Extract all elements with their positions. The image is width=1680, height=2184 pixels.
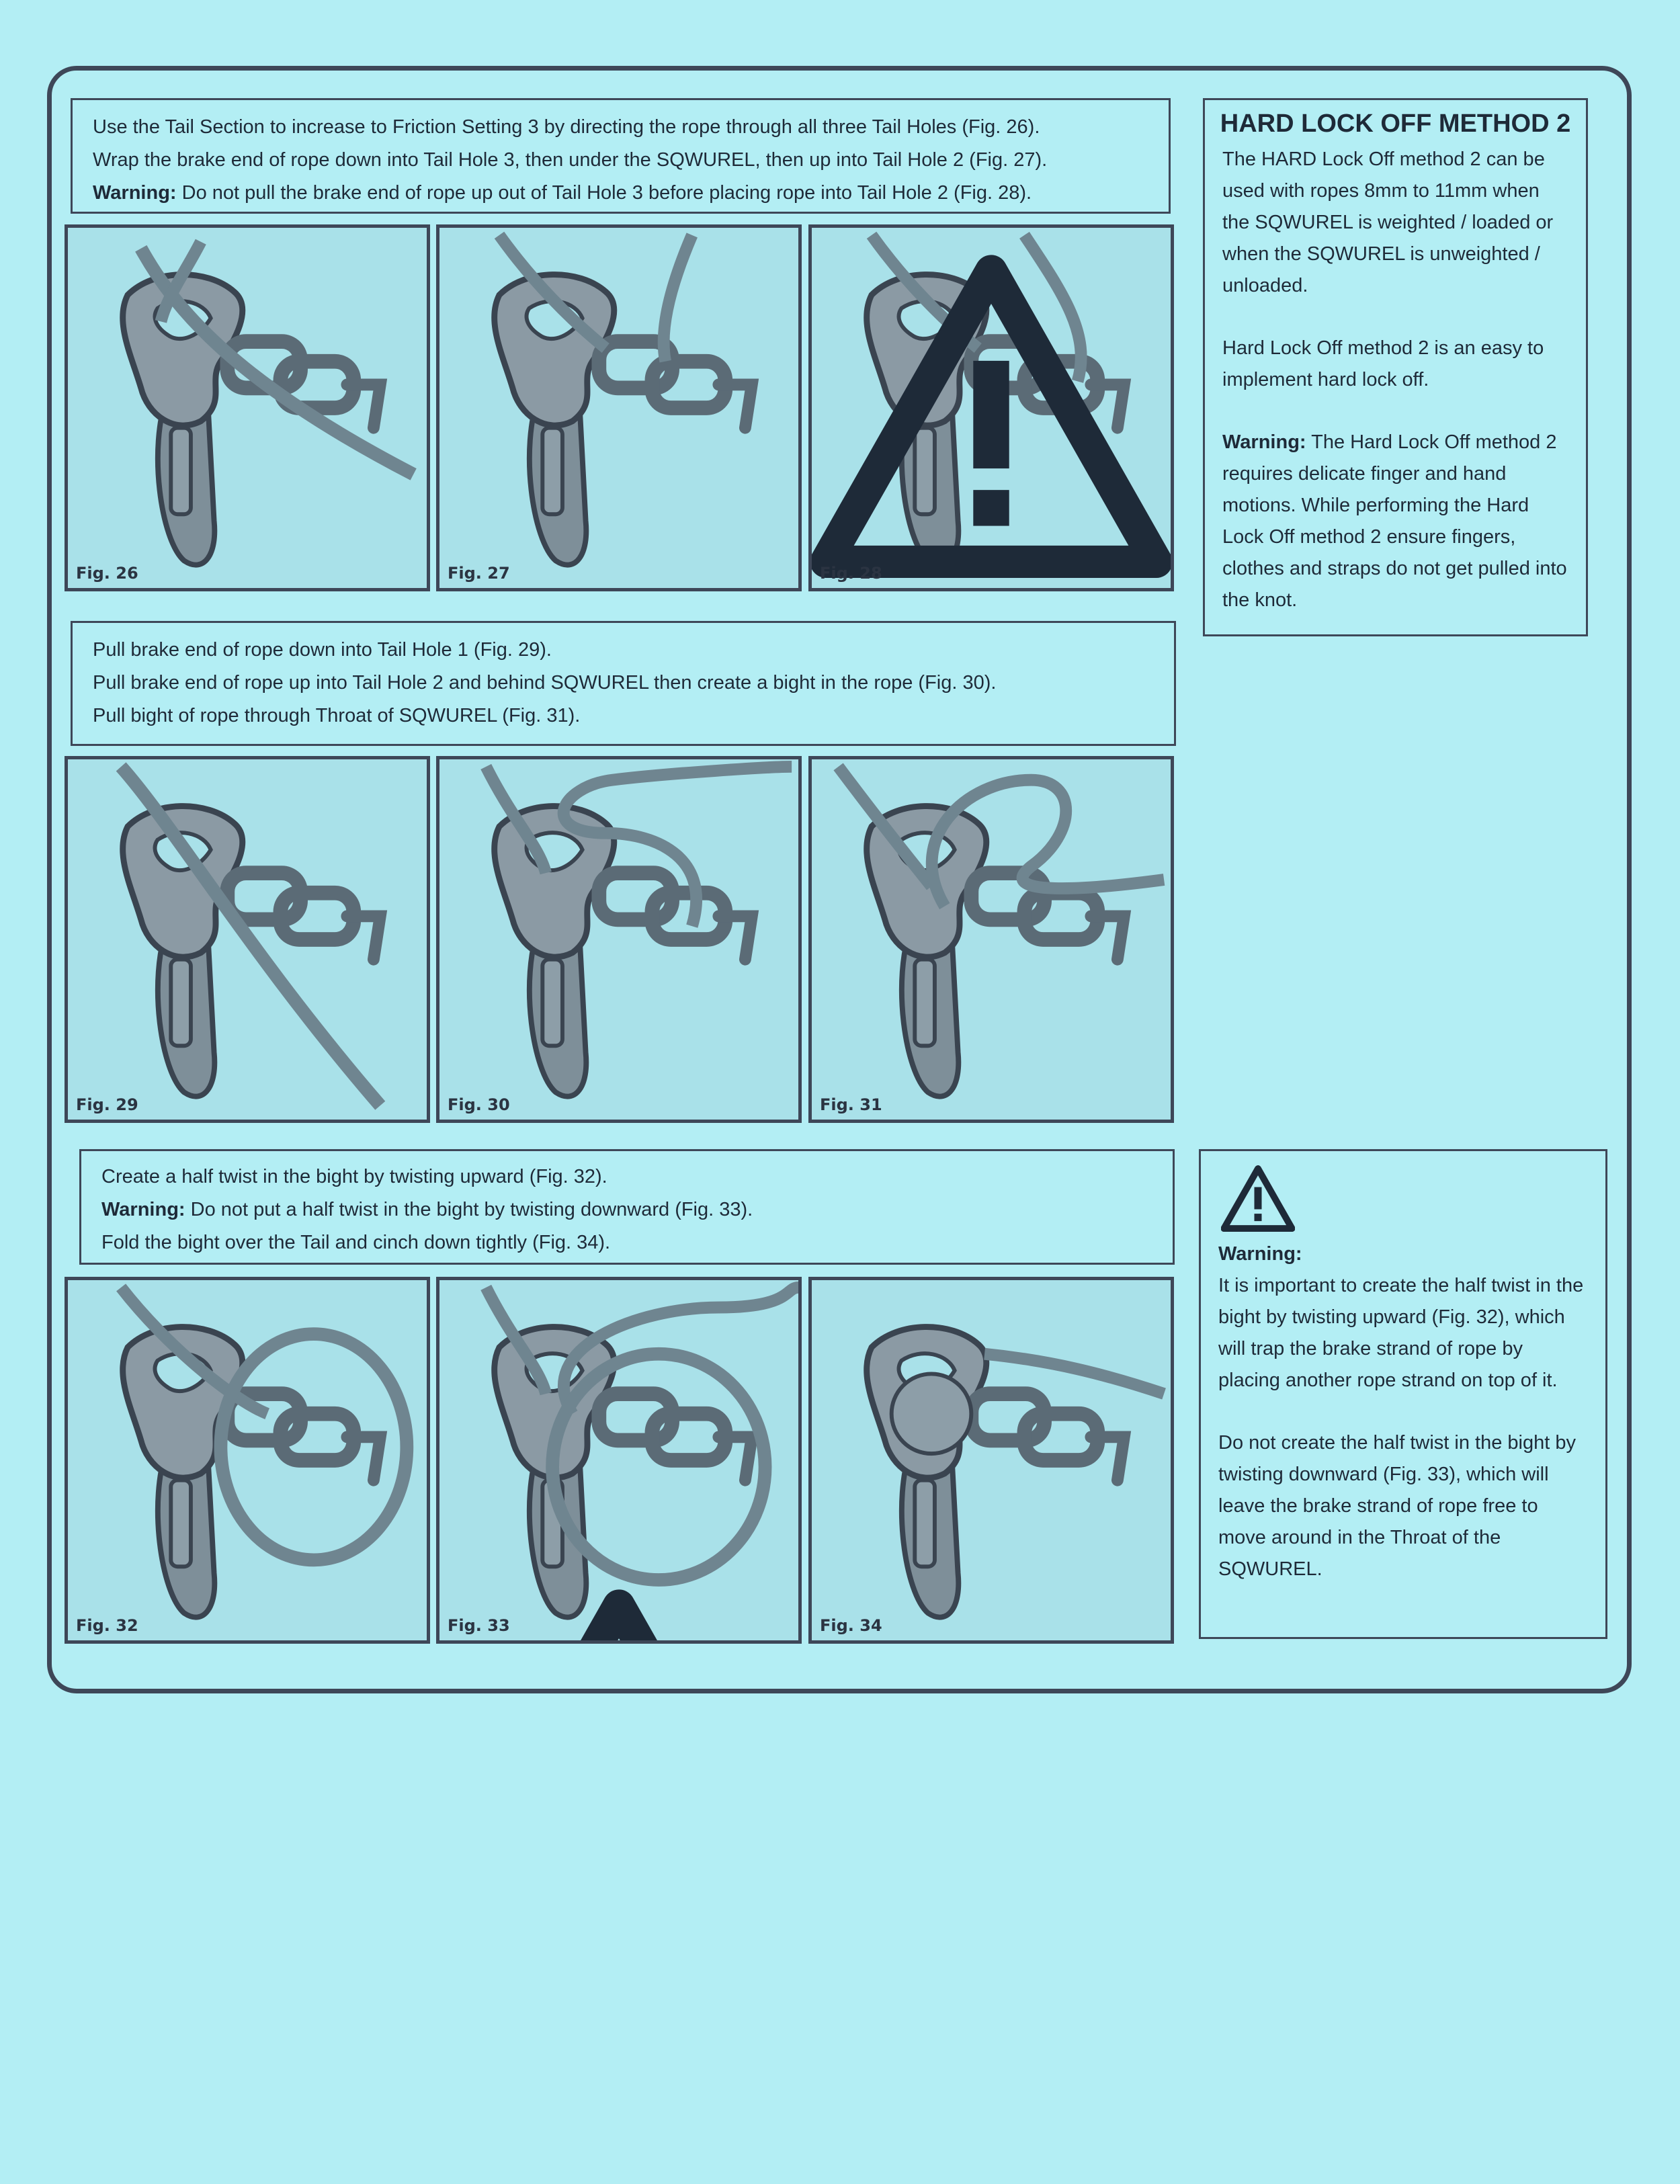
device-illustration xyxy=(68,228,427,588)
figure-27 xyxy=(436,224,802,591)
figure-label: Fig. 27 xyxy=(448,564,510,583)
figure-30 xyxy=(436,756,802,1123)
warning-text: The Hard Lock Off method 2 requires delicate finger and hand motions. While performing the Hard Lock Off method 2 ensure fingers, clothes and straps do not get pulled into the knot. xyxy=(1222,431,1567,611)
method-info-panel xyxy=(1203,98,1588,636)
warning-label: Warning: xyxy=(1218,1243,1302,1265)
figure-label: Fig. 30 xyxy=(448,1095,510,1114)
instruction-line: Create a half twist in the bight by twisting upward (Fig. 32). xyxy=(101,1166,607,1187)
figure-28 xyxy=(808,224,1174,591)
warning-label: Warning: xyxy=(101,1199,185,1220)
panel-paragraph: It is important to create the half twist in the bight by twisting upward (Fig. 32), which will trap the brake strand of rope by placing another rope strand on top of it. xyxy=(1218,1275,1584,1391)
figure-34 xyxy=(808,1277,1174,1644)
warning-text: Do not pull the brake end of rope up out of Tail Hole 3 before placing rope into Tail Hole 2 (Fig. 28). xyxy=(176,182,1032,204)
instruction-line xyxy=(93,177,1148,210)
panel-paragraph xyxy=(1222,427,1568,616)
warning-triangle-icon xyxy=(812,235,1171,591)
figure-label: Fig. 34 xyxy=(820,1616,882,1635)
instructions-box-top xyxy=(71,98,1171,214)
warning-triangle-icon xyxy=(1221,1165,1295,1232)
instruction-line xyxy=(101,1193,1152,1226)
instruction-line: Fold the bight over the Tail and cinch down tightly (Fig. 34). xyxy=(101,1232,611,1253)
instructions-box-bottom xyxy=(79,1149,1175,1265)
panel-title: HARD LOCK OFF METHOD 2 xyxy=(1220,110,1571,138)
instruction-line: Pull brake end of rope down into Tail Hole 1 (Fig. 29). xyxy=(93,639,552,661)
instructions-box-middle xyxy=(71,621,1176,746)
warning-label: Warning: xyxy=(1222,431,1306,453)
figure-label: Fig. 26 xyxy=(76,564,138,583)
instruction-line: Use the Tail Section to increase to Friction Setting 3 by directing the rope through all three Tail Holes (Fig. 26). xyxy=(93,116,1040,138)
figure-label: Fig. 32 xyxy=(76,1616,138,1635)
panel-paragraph: The HARD Lock Off method 2 can be used with ropes 8mm to 11mm when the SQWUREL is weighted / loaded or when the SQWUREL is unweighted / unloaded. xyxy=(1222,149,1554,296)
figure-label: Fig. 28 xyxy=(820,564,882,583)
device-illustration xyxy=(439,228,798,588)
instruction-line: Wrap the brake end of rope down into Tail Hole 3, then under the SQWUREL, then up into Tail Hole 2 (Fig. 27). xyxy=(93,149,1048,171)
figure-29 xyxy=(65,756,430,1123)
figure-33 xyxy=(436,1277,802,1644)
warning-text: Do not put a half twist in the bight by twisting downward (Fig. 33). xyxy=(185,1199,753,1220)
figure-label: Fig. 29 xyxy=(76,1095,138,1114)
panel-paragraph: Hard Lock Off method 2 is an easy to implement hard lock off. xyxy=(1222,337,1544,390)
figure-label: Fig. 31 xyxy=(820,1095,882,1114)
figure-32 xyxy=(65,1277,430,1644)
instruction-line: Pull bight of rope through Throat of SQWUREL (Fig. 31). xyxy=(93,705,581,726)
device-illustration xyxy=(68,1280,427,1640)
figure-31 xyxy=(808,756,1174,1123)
panel-paragraph: Do not create the half twist in the bight by twisting downward (Fig. 33), which will leave the brake strand of rope free to move around in the Throat of the SQWUREL. xyxy=(1218,1432,1576,1580)
figure-26 xyxy=(65,224,430,591)
warning-panel xyxy=(1199,1149,1607,1639)
device-illustration xyxy=(812,759,1171,1120)
device-illustration xyxy=(812,1280,1171,1640)
instruction-line: Pull brake end of rope up into Tail Hole 2 and behind SQWUREL then create a bight in the rope (Fig. 30). xyxy=(93,672,997,694)
figure-label: Fig. 33 xyxy=(448,1616,510,1635)
device-illustration xyxy=(439,759,798,1120)
device-illustration xyxy=(68,759,427,1120)
warning-label: Warning: xyxy=(93,182,177,204)
